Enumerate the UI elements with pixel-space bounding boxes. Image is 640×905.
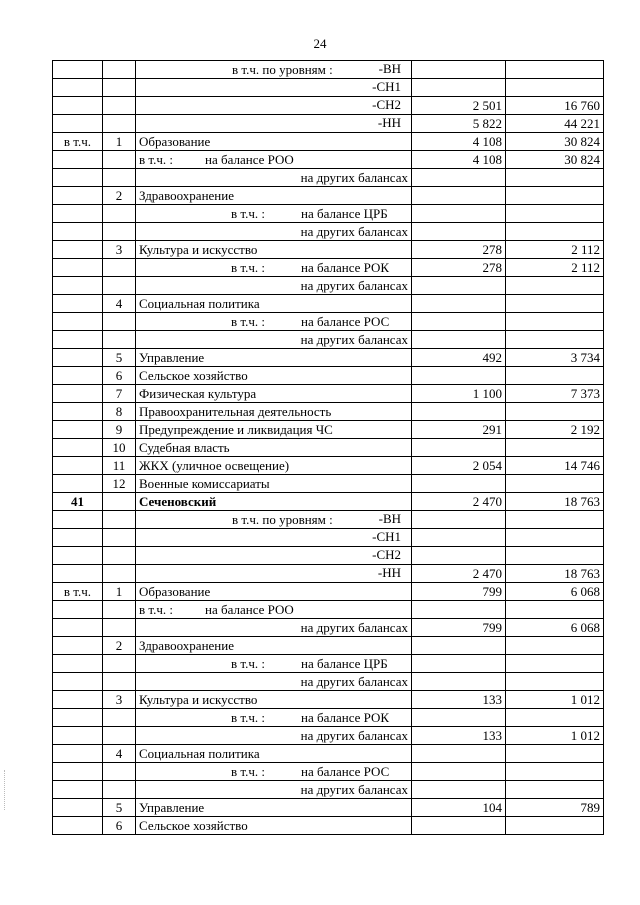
row-section-cell	[53, 817, 103, 835]
table-row-sub-right	[53, 259, 604, 277]
row-level-cell	[136, 547, 412, 565]
level-code: -СН1	[372, 529, 401, 544]
row-number-cell	[103, 313, 136, 331]
subitem-label: на балансе РОО	[205, 601, 294, 617]
row-value-2: 18 763	[506, 565, 604, 583]
row-number-cell	[103, 331, 136, 349]
subitem-prefix: в т.ч. :	[139, 601, 173, 617]
row-item-name: Здравоохранение	[136, 187, 412, 205]
row-section-cell	[53, 619, 103, 637]
row-value-2	[506, 79, 604, 97]
row-value-2	[506, 403, 604, 421]
row-number-cell: 9	[103, 421, 136, 439]
subitem-label: на балансе РОК	[301, 259, 390, 275]
row-number-cell: 1	[103, 133, 136, 151]
subitem-prefix: в т.ч. :	[231, 259, 265, 275]
row-value-1	[412, 637, 506, 655]
row-subitem-cell	[136, 313, 412, 331]
row-number-cell	[103, 565, 136, 583]
table-row-item	[53, 583, 604, 601]
table-row-item	[53, 295, 604, 313]
row-number-cell: 3	[103, 241, 136, 259]
level-code: -ВН	[378, 61, 401, 76]
row-value-1	[412, 655, 506, 673]
row-value-1: 2 470	[412, 565, 506, 583]
subitem-label: на балансе РОС	[301, 763, 390, 779]
row-value-2	[506, 817, 604, 835]
row-value-2	[506, 475, 604, 493]
row-value-2	[506, 187, 604, 205]
row-item-name: Сельское хозяйство	[136, 817, 412, 835]
table-row-sub-left	[53, 151, 604, 169]
row-subitem-cell	[136, 259, 412, 277]
row-value-2: 1 012	[506, 727, 604, 745]
row-section-cell	[53, 691, 103, 709]
table-row-other	[53, 619, 604, 637]
row-number-cell: 12	[103, 475, 136, 493]
row-value-1	[412, 205, 506, 223]
row-number-cell: 1	[103, 583, 136, 601]
row-value-2	[506, 745, 604, 763]
row-number-cell: 4	[103, 745, 136, 763]
row-section-cell	[53, 151, 103, 169]
budget-table	[52, 60, 604, 835]
row-section-cell	[53, 259, 103, 277]
table-row-item	[53, 241, 604, 259]
row-level-cell	[136, 97, 412, 115]
table-row-item	[53, 817, 604, 835]
level-code: -СН1	[372, 79, 401, 94]
row-value-2: 30 824	[506, 151, 604, 169]
row-section-cell: 41	[53, 493, 103, 511]
row-section-cell	[53, 745, 103, 763]
table-row-other	[53, 331, 604, 349]
level-prefix: в т.ч. по уровням :	[232, 511, 333, 527]
row-value-2: 2 192	[506, 421, 604, 439]
table-row-level	[53, 61, 604, 79]
row-subitem-cell	[136, 205, 412, 223]
level-code: -ВН	[378, 511, 401, 526]
row-section-cell	[53, 637, 103, 655]
row-value-2: 7 373	[506, 385, 604, 403]
row-value-1	[412, 817, 506, 835]
table-row-level	[53, 511, 604, 529]
row-value-1	[412, 61, 506, 79]
table-row-item	[53, 403, 604, 421]
subitem-label: на балансе РОС	[301, 313, 390, 329]
row-other-balance-cell: на других балансах	[136, 169, 412, 187]
row-number-cell	[103, 529, 136, 547]
row-section-cell	[53, 187, 103, 205]
table-row-other	[53, 169, 604, 187]
row-number-cell	[103, 547, 136, 565]
row-item-name: Образование	[136, 133, 412, 151]
row-value-1	[412, 601, 506, 619]
row-number-cell: 8	[103, 403, 136, 421]
row-value-1: 2 470	[412, 493, 506, 511]
table-row-level	[53, 97, 604, 115]
row-section-cell	[53, 403, 103, 421]
row-item-name: Правоохранительная деятельность	[136, 403, 412, 421]
row-value-1	[412, 223, 506, 241]
row-number-cell	[103, 493, 136, 511]
row-value-2	[506, 601, 604, 619]
table-row-sub-right	[53, 655, 604, 673]
row-value-2	[506, 673, 604, 691]
row-section-cell	[53, 205, 103, 223]
row-number-cell	[103, 619, 136, 637]
row-value-1	[412, 709, 506, 727]
row-number-cell	[103, 763, 136, 781]
row-number-cell	[103, 259, 136, 277]
row-number-cell: 6	[103, 817, 136, 835]
row-section-cell	[53, 565, 103, 583]
row-section-cell	[53, 547, 103, 565]
table-row-sub-right	[53, 709, 604, 727]
row-value-2	[506, 205, 604, 223]
row-value-1: 2 054	[412, 457, 506, 475]
row-value-1: 278	[412, 259, 506, 277]
row-value-2: 18 763	[506, 493, 604, 511]
row-value-2: 30 824	[506, 133, 604, 151]
level-code: -НН	[377, 565, 401, 580]
row-value-2	[506, 709, 604, 727]
row-item-name: Социальная политика	[136, 745, 412, 763]
subitem-prefix: в т.ч. :	[231, 205, 265, 221]
row-section-cell	[53, 295, 103, 313]
row-section-cell: в т.ч.	[53, 133, 103, 151]
budget-table-body	[53, 61, 604, 835]
row-section-cell	[53, 709, 103, 727]
row-value-2: 6 068	[506, 619, 604, 637]
table-row-other	[53, 223, 604, 241]
row-subitem-cell	[136, 655, 412, 673]
row-item-name: Военные комиссариаты	[136, 475, 412, 493]
table-row-item	[53, 799, 604, 817]
table-row-item	[53, 133, 604, 151]
row-value-1	[412, 547, 506, 565]
table-row-sub-right	[53, 205, 604, 223]
row-value-1: 799	[412, 583, 506, 601]
table-row-level	[53, 529, 604, 547]
table-row-item	[53, 187, 604, 205]
row-value-1	[412, 763, 506, 781]
subitem-label: на балансе ЦРБ	[301, 655, 388, 671]
row-number-cell	[103, 781, 136, 799]
row-section-cell	[53, 367, 103, 385]
row-value-1	[412, 367, 506, 385]
row-value-2	[506, 655, 604, 673]
row-section-cell	[53, 169, 103, 187]
row-number-cell	[103, 655, 136, 673]
row-section-cell	[53, 655, 103, 673]
row-value-1: 5 822	[412, 115, 506, 133]
row-section-cell	[53, 313, 103, 331]
row-number-cell: 3	[103, 691, 136, 709]
table-row-item	[53, 457, 604, 475]
row-section-cell	[53, 349, 103, 367]
row-value-1	[412, 475, 506, 493]
row-level-cell	[136, 79, 412, 97]
row-section-cell	[53, 439, 103, 457]
row-number-cell	[103, 79, 136, 97]
row-value-2: 789	[506, 799, 604, 817]
row-section-cell	[53, 781, 103, 799]
row-value-1: 799	[412, 619, 506, 637]
row-section-cell	[53, 223, 103, 241]
row-item-name: Культура и искусство	[136, 241, 412, 259]
row-section-cell	[53, 385, 103, 403]
table-row-sub-left	[53, 601, 604, 619]
row-section-cell	[53, 763, 103, 781]
row-section-cell	[53, 727, 103, 745]
row-value-1	[412, 781, 506, 799]
row-value-2	[506, 637, 604, 655]
row-item-name: Физическая культура	[136, 385, 412, 403]
row-value-1	[412, 511, 506, 529]
row-other-balance-cell: на других балансах	[136, 727, 412, 745]
row-value-1	[412, 439, 506, 457]
row-value-1	[412, 745, 506, 763]
table-row-level	[53, 547, 604, 565]
row-number-cell	[103, 151, 136, 169]
row-value-2: 44 221	[506, 115, 604, 133]
row-subitem-cell	[136, 151, 412, 169]
row-number-cell: 5	[103, 799, 136, 817]
row-number-cell	[103, 673, 136, 691]
row-value-2	[506, 277, 604, 295]
row-level-cell	[136, 511, 412, 529]
row-number-cell	[103, 727, 136, 745]
subitem-prefix: в т.ч. :	[231, 313, 265, 329]
row-value-2: 2 112	[506, 259, 604, 277]
row-number-cell	[103, 115, 136, 133]
table-row-item	[53, 367, 604, 385]
row-value-2	[506, 511, 604, 529]
table-row-item	[53, 691, 604, 709]
row-district-name: Сеченовский	[136, 493, 412, 511]
row-item-name: Управление	[136, 799, 412, 817]
row-value-1	[412, 169, 506, 187]
table-row-other	[53, 277, 604, 295]
row-value-2: 1 012	[506, 691, 604, 709]
row-number-cell	[103, 601, 136, 619]
row-value-2	[506, 295, 604, 313]
subitem-label: на балансе РОК	[301, 709, 390, 725]
row-item-name: Предупреждение и ликвидация ЧС	[136, 421, 412, 439]
row-level-cell	[136, 565, 412, 583]
row-value-2	[506, 781, 604, 799]
row-value-1	[412, 313, 506, 331]
row-section-cell	[53, 673, 103, 691]
row-level-cell	[136, 529, 412, 547]
table-row-item	[53, 475, 604, 493]
row-item-name: ЖКХ (уличное освещение)	[136, 457, 412, 475]
row-section-cell	[53, 475, 103, 493]
row-value-2	[506, 223, 604, 241]
row-value-2	[506, 439, 604, 457]
row-section-cell	[53, 241, 103, 259]
row-value-2: 16 760	[506, 97, 604, 115]
subitem-label: на балансе ЦРБ	[301, 205, 388, 221]
level-code: -НН	[377, 115, 401, 130]
row-number-cell: 5	[103, 349, 136, 367]
table-row-sub-right	[53, 763, 604, 781]
table-row-item	[53, 385, 604, 403]
row-other-balance-cell: на других балансах	[136, 781, 412, 799]
row-value-1	[412, 187, 506, 205]
row-value-1	[412, 79, 506, 97]
row-number-cell: 2	[103, 637, 136, 655]
row-other-balance-cell: на других балансах	[136, 223, 412, 241]
subitem-prefix: в т.ч. :	[231, 763, 265, 779]
level-prefix: в т.ч. по уровням :	[232, 61, 333, 77]
row-number-cell	[103, 169, 136, 187]
row-number-cell	[103, 223, 136, 241]
table-row-item	[53, 439, 604, 457]
row-value-1	[412, 277, 506, 295]
row-value-2	[506, 367, 604, 385]
row-number-cell: 4	[103, 295, 136, 313]
row-value-2: 2 112	[506, 241, 604, 259]
row-value-2	[506, 529, 604, 547]
row-value-1: 4 108	[412, 133, 506, 151]
row-value-2	[506, 169, 604, 187]
table-row-item	[53, 637, 604, 655]
row-section-cell	[53, 97, 103, 115]
row-value-1: 2 501	[412, 97, 506, 115]
row-value-1	[412, 403, 506, 421]
table-row-district	[53, 493, 604, 511]
table-row-item	[53, 745, 604, 763]
row-level-cell	[136, 115, 412, 133]
row-section-cell	[53, 115, 103, 133]
row-item-name: Судебная власть	[136, 439, 412, 457]
row-item-name: Культура и искусство	[136, 691, 412, 709]
row-value-1: 104	[412, 799, 506, 817]
row-value-1: 4 108	[412, 151, 506, 169]
row-section-cell	[53, 277, 103, 295]
row-value-1: 1 100	[412, 385, 506, 403]
row-number-cell: 10	[103, 439, 136, 457]
table-row-sub-right	[53, 313, 604, 331]
row-section-cell	[53, 331, 103, 349]
row-section-cell	[53, 79, 103, 97]
table-row-other	[53, 673, 604, 691]
page-number: 24	[313, 36, 327, 51]
row-other-balance-cell: на других балансах	[136, 673, 412, 691]
subitem-prefix: в т.ч. :	[231, 655, 265, 671]
row-value-2: 6 068	[506, 583, 604, 601]
row-number-cell	[103, 709, 136, 727]
row-section-cell	[53, 457, 103, 475]
level-code: -СН2	[372, 547, 401, 562]
row-value-1	[412, 331, 506, 349]
row-item-name: Сельское хозяйство	[136, 367, 412, 385]
row-value-2: 3 734	[506, 349, 604, 367]
table-row-other	[53, 727, 604, 745]
row-number-cell	[103, 277, 136, 295]
row-section-cell	[53, 529, 103, 547]
row-subitem-cell	[136, 601, 412, 619]
row-value-2	[506, 313, 604, 331]
row-section-cell	[53, 511, 103, 529]
row-number-cell: 6	[103, 367, 136, 385]
row-number-cell: 7	[103, 385, 136, 403]
row-other-balance-cell: на других балансах	[136, 331, 412, 349]
row-item-name: Социальная политика	[136, 295, 412, 313]
row-item-name: Управление	[136, 349, 412, 367]
scan-margin-mark	[4, 770, 6, 810]
row-value-2	[506, 61, 604, 79]
row-number-cell	[103, 61, 136, 79]
row-section-cell	[53, 601, 103, 619]
row-value-1: 133	[412, 691, 506, 709]
row-value-1: 278	[412, 241, 506, 259]
row-subitem-cell	[136, 763, 412, 781]
row-number-cell	[103, 97, 136, 115]
row-value-1: 133	[412, 727, 506, 745]
row-section-cell: в т.ч.	[53, 583, 103, 601]
row-value-1	[412, 529, 506, 547]
row-value-2	[506, 763, 604, 781]
row-number-cell: 2	[103, 187, 136, 205]
table-row-level	[53, 565, 604, 583]
table-row-other	[53, 781, 604, 799]
row-number-cell: 11	[103, 457, 136, 475]
level-code: -СН2	[372, 97, 401, 112]
row-value-1	[412, 673, 506, 691]
row-item-name: Образование	[136, 583, 412, 601]
row-value-2: 14 746	[506, 457, 604, 475]
row-section-cell	[53, 421, 103, 439]
table-row-level	[53, 115, 604, 133]
row-item-name: Здравоохранение	[136, 637, 412, 655]
row-subitem-cell	[136, 709, 412, 727]
row-value-2	[506, 547, 604, 565]
row-number-cell	[103, 511, 136, 529]
row-section-cell	[53, 61, 103, 79]
subitem-label: на балансе РОО	[205, 151, 294, 167]
row-section-cell	[53, 799, 103, 817]
table-row-level	[53, 79, 604, 97]
row-value-2	[506, 331, 604, 349]
row-value-1	[412, 295, 506, 313]
row-value-1: 492	[412, 349, 506, 367]
subitem-prefix: в т.ч. :	[231, 709, 265, 725]
table-row-item	[53, 421, 604, 439]
row-other-balance-cell: на других балансах	[136, 619, 412, 637]
row-value-1: 291	[412, 421, 506, 439]
subitem-prefix: в т.ч. :	[139, 151, 173, 167]
row-number-cell	[103, 205, 136, 223]
table-row-item	[53, 349, 604, 367]
row-other-balance-cell: на других балансах	[136, 277, 412, 295]
row-level-cell	[136, 61, 412, 79]
